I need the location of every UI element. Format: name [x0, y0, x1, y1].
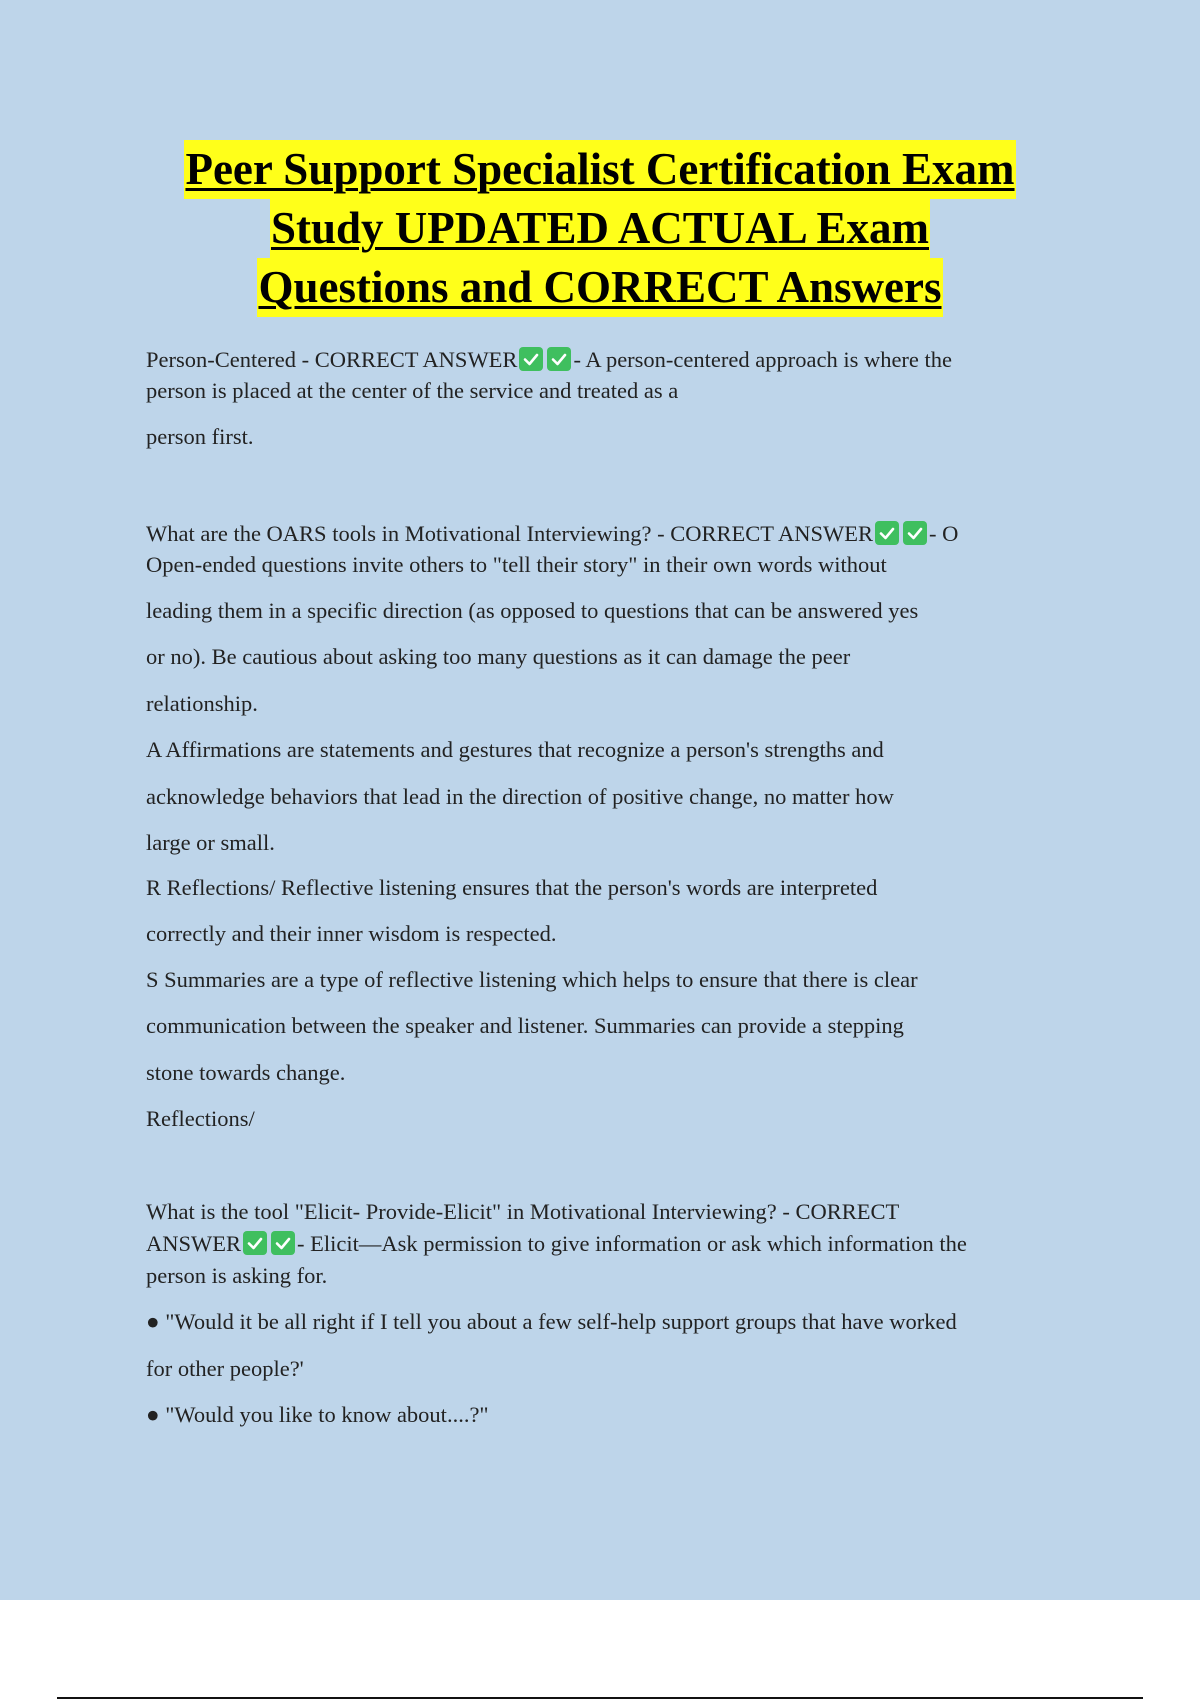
q2-line-14: Reflections/	[146, 1106, 255, 1131]
q2-question-text: What are the OARS tools in Motivational Interviewing? - CORRECT ANSWER	[146, 521, 873, 546]
q2-line-6: A Affirmations are statements and gestures that recognize a person's strengths and	[146, 737, 884, 762]
q2-line-7: acknowledge behaviors that lead in the direction of positive change, no matter how	[146, 784, 894, 809]
q2-line-4: or no). Be cautious about asking too many questions as it can damage the peer	[146, 644, 851, 669]
q3-line-1: What is the tool "Elicit- Provide-Elicit" in Motivational Interviewing? - CORRECT	[146, 1199, 900, 1224]
q1-answer-text: - A person-centered approach is where the	[573, 347, 953, 372]
q1-line-1	[146, 345, 952, 375]
check-box-icon	[547, 347, 571, 371]
q3-line-3: person is asking for.	[146, 1263, 328, 1288]
q2-line-11: S Summaries are a type of reflective listening which helps to ensure that there is clear	[146, 967, 918, 992]
q1-question-text: Person-Centered - CORRECT ANSWER	[146, 347, 518, 372]
footer-rule	[57, 1697, 1143, 1699]
q2-line-13: stone towards change.	[146, 1060, 346, 1085]
q2-line-5: relationship.	[146, 691, 258, 716]
q2-answer-start: - O	[929, 521, 959, 546]
q3-answer-text: - Elicit—Ask permission to give information or ask which information the	[297, 1231, 967, 1256]
q3-line-5: for other people?'	[146, 1356, 304, 1381]
title-line-1: Peer Support Specialist Certification Exam	[184, 140, 1015, 199]
check-box-icon	[903, 521, 927, 545]
q2-line-8: large or small.	[146, 830, 275, 855]
q2-line-1	[146, 519, 958, 549]
document-title	[0, 140, 1200, 317]
check-box-icon	[875, 521, 899, 545]
q2-line-3: leading them in a specific direction (as opposed to questions that can be answered yes	[146, 598, 919, 623]
q2-line-12: communication between the speaker and listener. Summaries can provide a stepping	[146, 1013, 904, 1038]
q2-line-9: R Reflections/ Reflective listening ensures that the person's words are interpreted	[146, 875, 878, 900]
check-box-icon	[243, 1231, 267, 1255]
q3-question-text: ANSWER	[146, 1231, 241, 1256]
check-box-icon	[519, 347, 543, 371]
q3-line-2	[146, 1229, 967, 1259]
q3-line-6: ● "Would you like to know about....?"	[146, 1402, 489, 1427]
q1-line-2: person is placed at the center of the service and treated as a	[146, 378, 679, 403]
title-line-3: Questions and CORRECT Answers	[257, 258, 942, 317]
q1-line-3: person first.	[146, 424, 254, 449]
q3-line-4: ● "Would it be all right if I tell you about a few self-help support groups that have worked	[146, 1309, 957, 1334]
q2-line-10: correctly and their inner wisdom is respected.	[146, 921, 557, 946]
title-line-2: Study UPDATED ACTUAL Exam	[270, 199, 930, 258]
check-box-icon	[271, 1231, 295, 1255]
q2-line-2: Open-ended questions invite others to "tell their story" in their own words without	[146, 552, 887, 577]
